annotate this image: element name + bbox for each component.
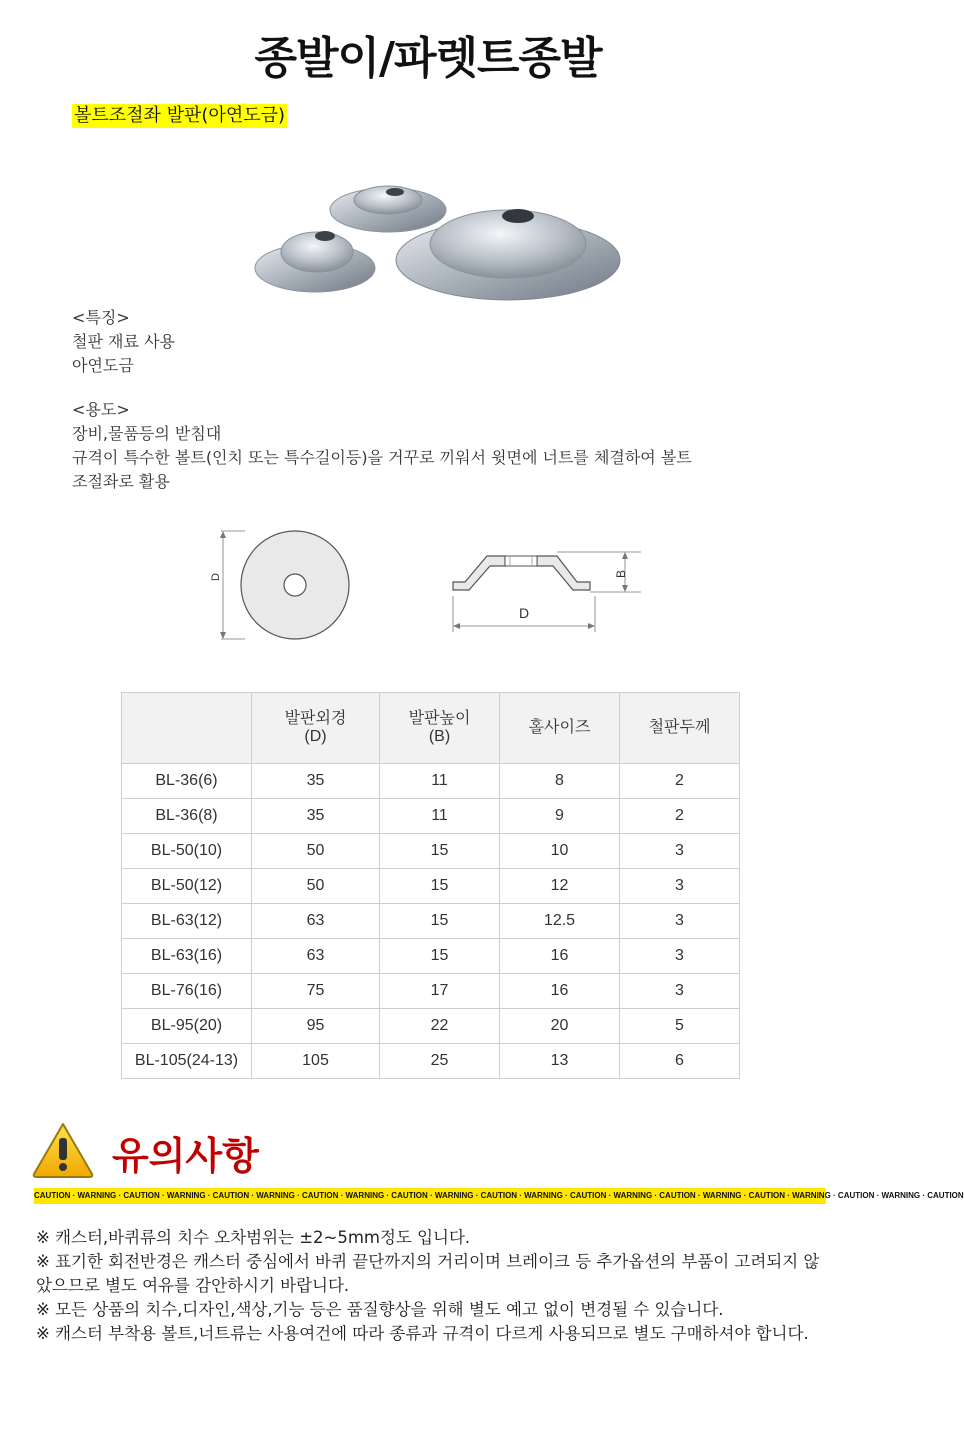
value-cell: 3	[620, 904, 740, 939]
header-sublabel: (D)	[304, 728, 327, 745]
table-row	[122, 974, 740, 1009]
value-cell: 2	[620, 764, 740, 799]
features-line: 철판 재료 사용	[72, 332, 175, 351]
value-cell: 3	[620, 834, 740, 869]
model-cell: BL-105(24-13)	[122, 1044, 252, 1079]
value-cell: 35	[252, 764, 380, 799]
table-row	[122, 834, 740, 869]
value-cell: 75	[252, 974, 380, 1009]
value-cell: 16	[500, 939, 620, 974]
model-cell: BL-36(8)	[122, 799, 252, 834]
usage-heading: <용도>	[72, 400, 130, 419]
side-b-label: B	[614, 569, 628, 578]
value-cell: 63	[252, 939, 380, 974]
value-cell: 20	[500, 1009, 620, 1044]
value-cell: 10	[500, 834, 620, 869]
header-label: 발판높이	[408, 710, 471, 727]
value-cell: 15	[380, 834, 500, 869]
product-photo	[245, 170, 625, 305]
header-cell-height	[380, 693, 500, 764]
table-row	[122, 1009, 740, 1044]
model-cell: BL-50(10)	[122, 834, 252, 869]
caution-note: ※ 모든 상품의 치수,디자인,색상,기능 등은 품질향상을 위해 별도 예고 없이 변경될 수 있습니다.	[36, 1300, 724, 1319]
side-view-diagram	[445, 540, 650, 640]
model-cell: BL-63(16)	[122, 939, 252, 974]
value-cell: 3	[620, 939, 740, 974]
value-cell: 12	[500, 869, 620, 904]
value-cell: 9	[500, 799, 620, 834]
header-cell-model	[122, 693, 252, 764]
value-cell: 105	[252, 1044, 380, 1079]
model-cell: BL-36(6)	[122, 764, 252, 799]
caution-note: ※ 캐스터 부착용 볼트,너트류는 사용여건에 따라 종류과 규격이 다르게 사용되므로 별도 구매하셔야 합니다.	[36, 1324, 809, 1343]
value-cell: 17	[380, 974, 500, 1009]
table-row	[122, 939, 740, 974]
value-cell: 8	[500, 764, 620, 799]
header-label: 발판외경	[284, 710, 347, 727]
table-row	[122, 764, 740, 799]
table-row	[122, 1044, 740, 1079]
front-d-label: D	[210, 573, 222, 581]
features-line: 아연도금	[72, 356, 134, 375]
value-cell: 63	[252, 904, 380, 939]
table-row	[122, 799, 740, 834]
header-cell-hole-size	[500, 693, 620, 764]
usage-line: 장비,물품등의 받침대	[72, 424, 222, 443]
value-cell: 35	[252, 799, 380, 834]
value-cell: 15	[380, 939, 500, 974]
warning-icon	[30, 1120, 96, 1180]
spec-table	[121, 692, 740, 1079]
caution-tape: CAUTION · WARNING · CAUTION · WARNING · CAUTION · WARNING · CAUTION · WARNING · CAUTION · WARNING · CAUTION · WARNING · CAUTION · WARNING · CAUTION · WARNING · CAUTION · WARNING · CAUTION · WARNING · CAUTION	[34, 1188, 826, 1204]
caution-note: ※ 표기한 회전반경은 캐스터 중심에서 바퀴 끝단까지의 거리이며 브레이크 등 추가옵션의 부품이 고려되지 않았으므로 별도 여유를 감안하시기 바랍니다.	[36, 1252, 820, 1295]
features-heading: <특징>	[72, 308, 130, 327]
value-cell: 50	[252, 834, 380, 869]
header-label: 철판두께	[648, 719, 711, 736]
value-cell: 16	[500, 974, 620, 1009]
value-cell: 3	[620, 974, 740, 1009]
header-sublabel: (B)	[428, 728, 451, 745]
table-row	[122, 869, 740, 904]
value-cell: 2	[620, 799, 740, 834]
usage-line: 조절좌로 활용	[72, 472, 170, 491]
front-view-diagram	[205, 525, 365, 650]
value-cell: 50	[252, 869, 380, 904]
value-cell: 12.5	[500, 904, 620, 939]
header-cell-thickness	[620, 693, 740, 764]
side-d-label: D	[518, 605, 530, 621]
header-label: 홀사이즈	[528, 719, 591, 736]
model-cell: BL-76(16)	[122, 974, 252, 1009]
value-cell: 25	[380, 1044, 500, 1079]
model-cell: BL-63(12)	[122, 904, 252, 939]
header-cell-diameter	[252, 693, 380, 764]
model-cell: BL-95(20)	[122, 1009, 252, 1044]
value-cell: 3	[620, 869, 740, 904]
value-cell: 95	[252, 1009, 380, 1044]
value-cell: 11	[380, 764, 500, 799]
value-cell: 6	[620, 1044, 740, 1079]
value-cell: 13	[500, 1044, 620, 1079]
value-cell: 5	[620, 1009, 740, 1044]
value-cell: 15	[380, 904, 500, 939]
caution-title: 유의사항	[112, 1134, 259, 1178]
features-section	[72, 306, 175, 378]
model-cell: BL-50(12)	[122, 869, 252, 904]
usage-section	[72, 398, 692, 494]
caution-notes	[36, 1226, 826, 1346]
page-title: 종발이/파렛트종발	[254, 33, 602, 84]
usage-line: 규격이 특수한 볼트(인치 또는 특수길이등)을 거꾸로 끼워서 윗면에 너트를 체결하여 볼트	[72, 448, 692, 467]
caution-note: ※ 캐스터,바퀴류의 치수 오차범위는 ±2~5mm정도 입니다.	[36, 1228, 471, 1247]
product-subtitle: 볼트조절좌 발판(아연도금)	[74, 105, 286, 126]
value-cell: 15	[380, 869, 500, 904]
value-cell: 11	[380, 799, 500, 834]
table-row	[122, 904, 740, 939]
table-header-row	[122, 693, 740, 764]
value-cell: 22	[380, 1009, 500, 1044]
